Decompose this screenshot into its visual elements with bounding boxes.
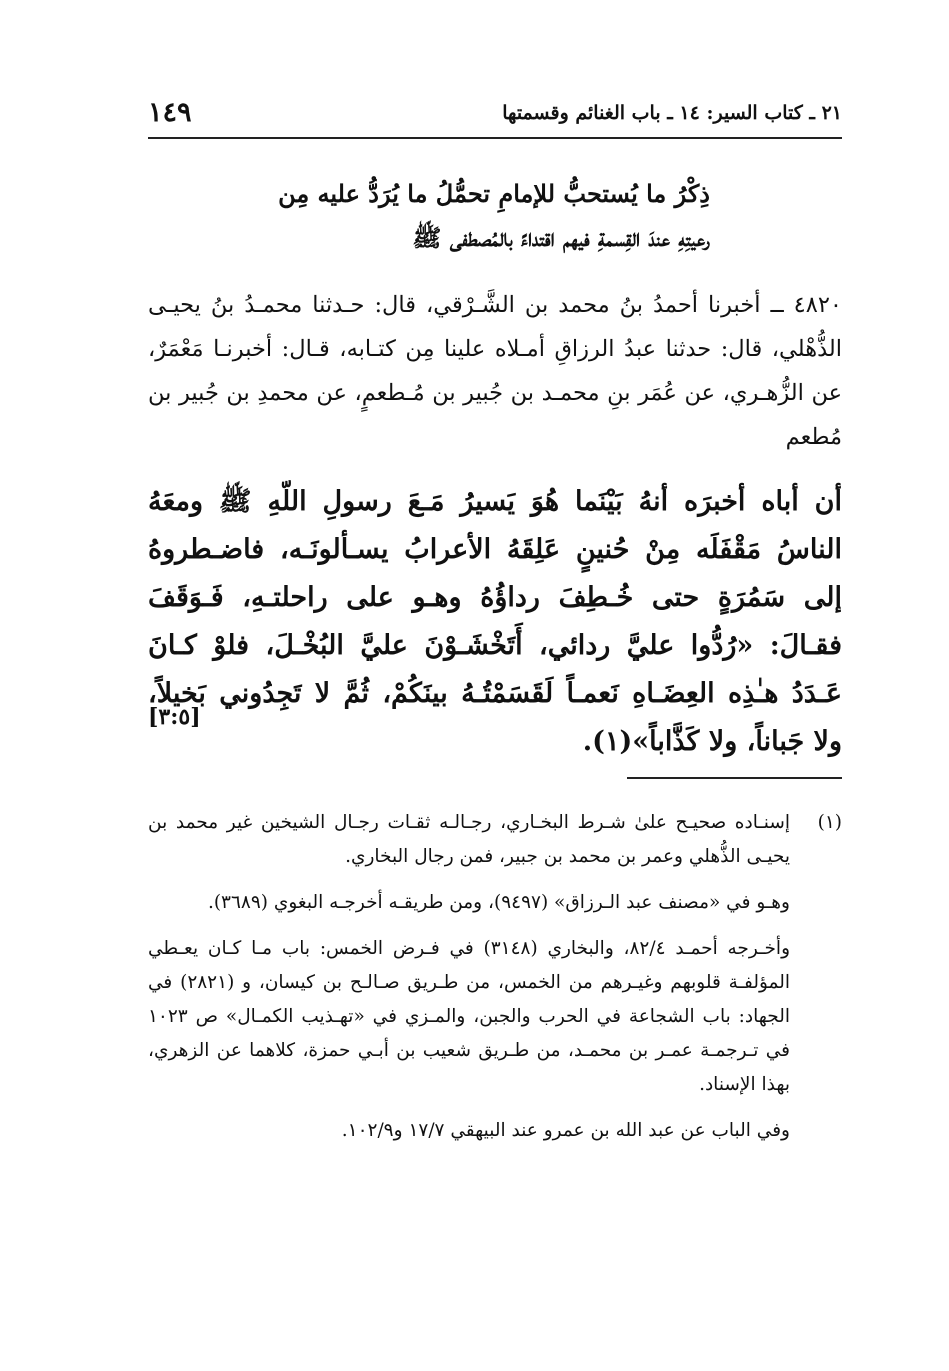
footnote-paragraph: وهـو في «مصنف عبد الـرزاق» (٩٤٩٧)، ومن طريقـه أخرجـه البغوي (٣٦٨٩). bbox=[207, 892, 790, 913]
page-number: ١٤٩ bbox=[148, 97, 192, 128]
hadith-isnad: ٤٨٢٠ ــ أخبرنا أحمدُ بنُ محمد بن الشَّـرْقي، قال: حـدثنا محمـدُ بنُ يحيـى الذُّهْلي، قال: حدثنا عبدُ الرزاقِ أمـلاه علينا مِن كتـابه، قـال: أخبرنـا مَعْمَرٌ، عن الزُّهـري، عن عُمَر بنِ محمـد بن جُبير بن مُـطعمٍ، عن محمدِ بن جُبير بن مُطعم bbox=[148, 292, 842, 450]
footnote-separator bbox=[627, 777, 842, 779]
header-rule bbox=[148, 137, 842, 139]
chapter-heading-line-1: ذِكْرُ ما يُستحبُّ للإمامِ تحمُّلُ ما يُرَدُّ عليه مِن bbox=[278, 179, 710, 208]
source-reference: [٣:٥] bbox=[148, 704, 201, 730]
page-header bbox=[148, 92, 842, 132]
footnote-1 bbox=[148, 806, 842, 874]
hadith-matn: أن أباه أخبرَه أنهُ بَيْنَما هُوَ يَسيرُ مَـعَ رسولِ اللّهِ ﷺ ومعَهُ الناسُ مَقْفَلَه مِنْ حُنينٍ عَلِقَهُ الأعرابُ يسـألونَـه، فاضـطروهُ إلى سَمُرَةٍ حتى خُـطِفَ رداؤُهُ وهـو على راحلتـهِ، فَـوَقَفَ فقـالَ: «رُدُّوا عليَّ ردائي، أَتَخْشَـوْنَ عليَّ البُخْـلَ، فلوْ كـانَ عَـدَدُ هـٰذِه العِضَـاهِ نَعمـاً لَقَسَمْتُـهُ بينَكُمْ، ثُمَّ لا تَجِدُوني بَخيلاً، ولا جَباناً، ولا كَذَّاباً»(١). bbox=[148, 486, 842, 757]
chapter-heading bbox=[240, 172, 710, 260]
footnote-paragraph: إسنـاده صحيـح علىٰ شـرط البخـاري، رجـالـه ثقـات رجـال الشيخين غير محمد بن يحيـى الذُّهلي وعمر بن محمد بن جبير، فمن رجال البخاري. bbox=[148, 812, 790, 867]
footnote-paragraph: وفي الباب عن عبد الله بن عمرو عند البيهقي ١٧/٧ و١٠٢/٩. bbox=[341, 1120, 790, 1141]
footnote-paragraph: وأخـرجه أحمـد ٨٢/٤، والبخاري (٣١٤٨) في فـرض الخمس: باب مـا كـان يعـطي المؤلفـة قلوبهم وغيـرهم من الخمس، من طـريق صـالـح بن كيسان، و (٢٨٢١) في الجهاد: باب الشجاعة في الحرب والجبن، والمـزي في «تهـذيب الكمـال» ص ١٠٢٣ في تـرجمـة عمـر بن محمـد، من طـريق شعيب بن أبـي حمزة، كلاهما عن الزهري، بهذا الإسناد. bbox=[148, 938, 790, 1095]
footnote-marker: (١) bbox=[817, 812, 842, 833]
chapter-heading-line-2: رعيتِهِ عندَ القِسمةِ فيهم اقتداءً بالمُصطفى ﷺ bbox=[412, 223, 710, 252]
footnotes bbox=[148, 806, 842, 1160]
running-head: ٢١ ـ كتاب السير: ١٤ ـ باب الغنائم وقسمتها bbox=[502, 102, 842, 124]
